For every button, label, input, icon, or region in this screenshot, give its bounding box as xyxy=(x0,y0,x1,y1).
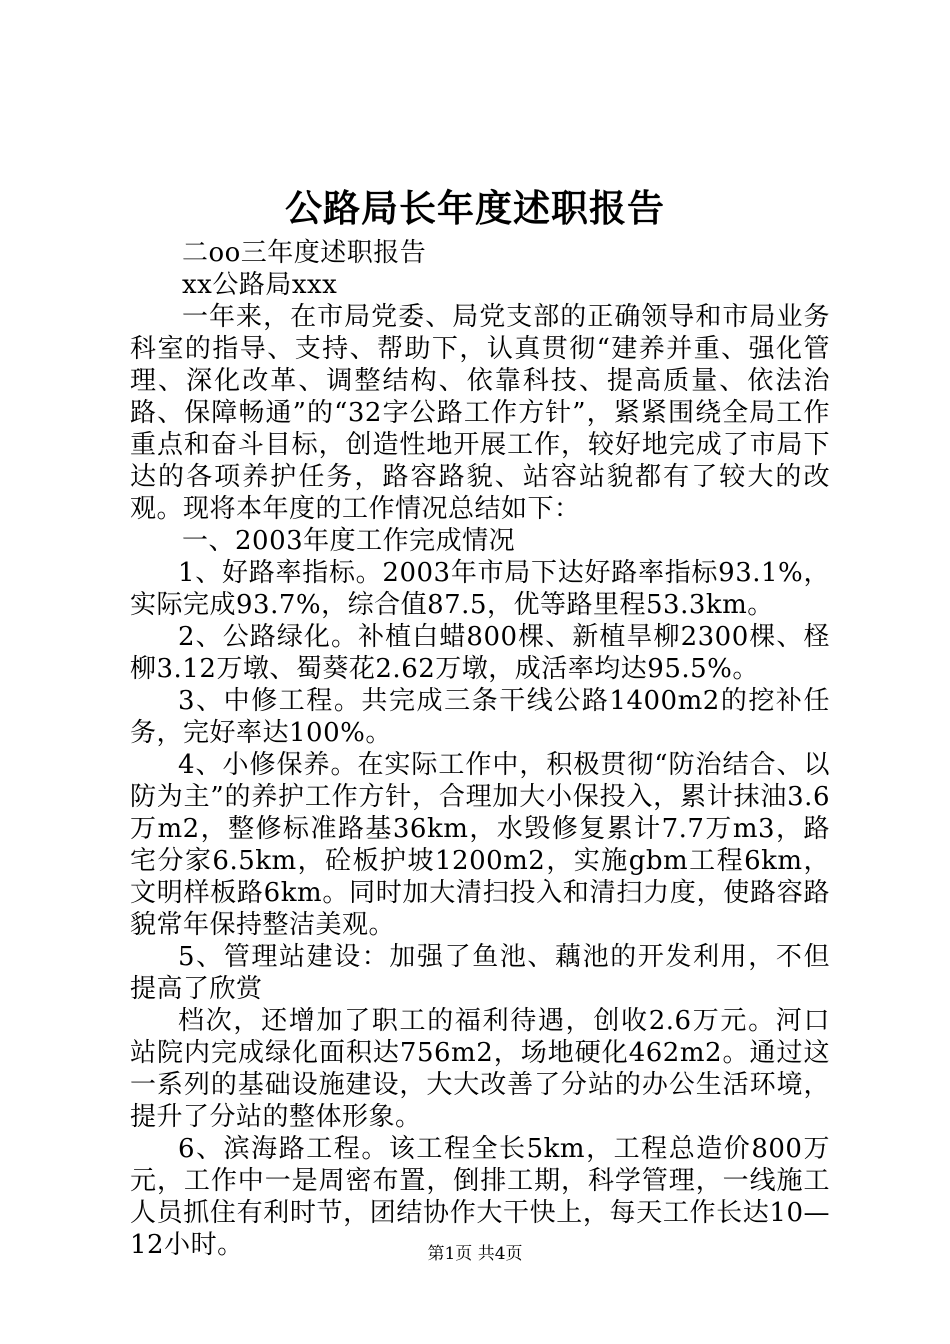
paragraph-item-6: 6、滨海路工程。该工程全长5km，工程总造价800万元，工作中一是周密布置，倒排工期，科学管理，一线施工人员抓住有利时节，团结协作大干快上，每天工作长达10—12小时。 xyxy=(130,1134,830,1260)
paragraph-item-2: 2、公路绿化。补植白蜡800棵、新植旱柳2300棵、柽柳3.12万墩、蜀葵花2.62万墩，成活率均达95.5%。 xyxy=(130,622,830,684)
paragraph-intro: 一年来，在市局党委、局党支部的正确领导和市局业务科室的指导、支持、帮助下，认真贯彻“建养并重、强化管理、深化改革、调整结构、依靠科技、提高质量、依法治路、保障畅通”的“32字公路工作方针”，紧紧围绕全局工作重点和奋斗目标，创造性地开展工作，较好地完成了市局下达的各项养护任务，路容路貌、站容站貌都有了较大的改观。现将本年度的工作情况总结如下： xyxy=(130,302,830,524)
paragraph-item-1: 1、好路率指标。2003年市局下达好路率指标93.1%，实际完成93.7%，综合值87.5，优等路里程53.3km。 xyxy=(130,558,830,620)
paragraph-item-3: 3、中修工程。共完成三条干线公路1400m2的挖补任务，完好率达100%。 xyxy=(130,686,830,748)
paragraph-item-5: 5、管理站建设：加强了鱼池、藕池的开发利用，不但提高了欣赏 xyxy=(130,942,830,1004)
document-body xyxy=(130,237,830,1261)
document-title: 公路局长年度述职报告 xyxy=(285,186,665,230)
author-line: xx公路局xxx xyxy=(182,270,338,300)
page-number-footer: 第1页 共4页 xyxy=(427,1244,523,1264)
paragraph-item-5-continued: 档次，还增加了职工的福利待遇，创收2.6万元。河口站院内完成绿化面积达756m2，场地硬化462m2。通过这一系列的基础设施建设，大大改善了分站的办公生活环境，提升了分站的整体形象。 xyxy=(130,1006,830,1132)
section-heading: 一、2003年度工作完成情况 xyxy=(182,526,516,556)
subtitle-line: 二oo三年度述职报告 xyxy=(182,238,427,268)
paragraph-item-4: 4、小修保养。在实际工作中，积极贯彻“防治结合、以防为主”的养护工作方针，合理加大小保投入，累计抹油3.6万m2，整修标准路基36km，水毁修复累计7.7万m3，路宅分家6.5km，砼板护坡1200m2，实施gbm工程6km，文明样板路6km。同时加大清扫投入和清扫力度，使路容路貌常年保持整洁美观。 xyxy=(130,750,830,940)
